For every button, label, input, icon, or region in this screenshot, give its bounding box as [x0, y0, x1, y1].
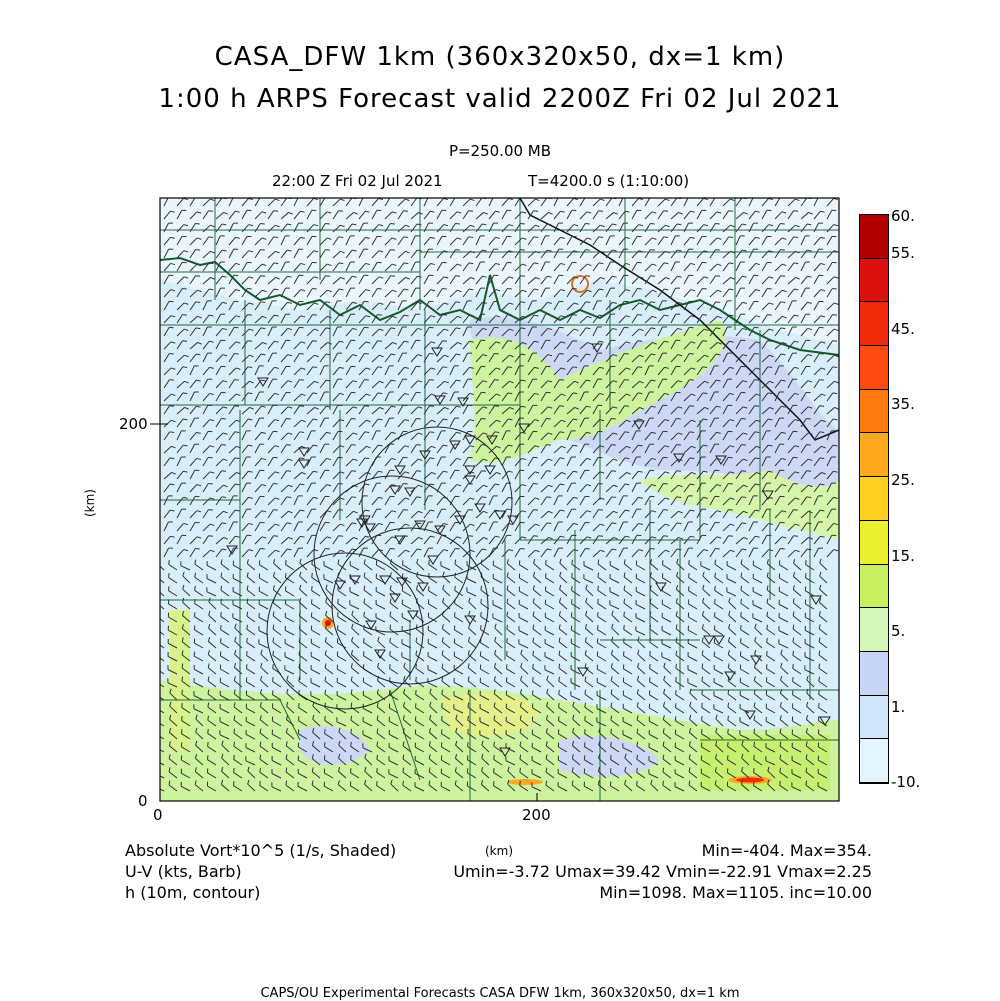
colorbar-segment [860, 565, 888, 609]
colorbar-label: 60. [891, 207, 915, 225]
colorbar-segment [860, 390, 888, 434]
colorbar-segment [860, 477, 888, 521]
title-line-1: CASA_DFW 1km (360x320x50, dx=1 km) [214, 42, 786, 72]
title-line-2: 1:00 h ARPS Forecast valid 2200Z Fri 02 Jul 2021 [158, 84, 842, 114]
colorbar-segment [860, 521, 888, 565]
colorbar-segment [860, 652, 888, 696]
vort-range: Min=-404. Max=354. [701, 841, 872, 860]
colorbar-label: 45. [891, 320, 915, 338]
legend-h: h (10m, contour) [125, 883, 261, 902]
colorbar-segment [860, 302, 888, 346]
colorbar-label: 5. [891, 622, 906, 640]
legend-uv: U-V (kts, Barb) [125, 862, 242, 881]
x-tick-0: 0 [153, 806, 163, 824]
colorbar-segment [860, 215, 888, 259]
colorbar-segment [860, 608, 888, 652]
colorbar-label: 55. [891, 244, 915, 262]
colorbar-label: 35. [891, 395, 915, 413]
time-stamp: T=4200.0 s (1:10:00) [528, 172, 690, 190]
x-tick-200: 200 [522, 806, 551, 824]
footer-credit: CAPS/OU Experimental Forecasts CASA DFW 1km, 360x320x50, dx=1 km [260, 986, 740, 1001]
colorbar-label: 15. [891, 547, 915, 565]
colorbar-label: 1. [891, 698, 906, 716]
colorbar-label: 25. [891, 471, 915, 489]
pressure-level: P=250.00 MB [448, 142, 552, 160]
colorbar-segment [860, 346, 888, 390]
y-tick-200: 200 [119, 415, 148, 433]
colorbar-segment [860, 739, 888, 783]
colorbar-segment [860, 696, 888, 740]
colorbar [859, 214, 889, 784]
colorbar-label: -10. [891, 773, 921, 791]
h-range: Min=1098. Max=1105. inc=10.00 [599, 883, 872, 902]
colorbar-segment [860, 259, 888, 303]
colorbar-segment [860, 433, 888, 477]
uv-range: Umin=-3.72 Umax=39.42 Vmin=-22.91 Vmax=2.25 [453, 862, 872, 881]
y-tick-0: 0 [138, 792, 148, 810]
valid-time: 22:00 Z Fri 02 Jul 2021 [272, 172, 443, 190]
legend-vort: Absolute Vort*10^5 (1/s, Shaded) [125, 841, 397, 860]
y-axis-unit: (km) [83, 488, 98, 518]
x-axis-unit: (km) [485, 844, 514, 858]
